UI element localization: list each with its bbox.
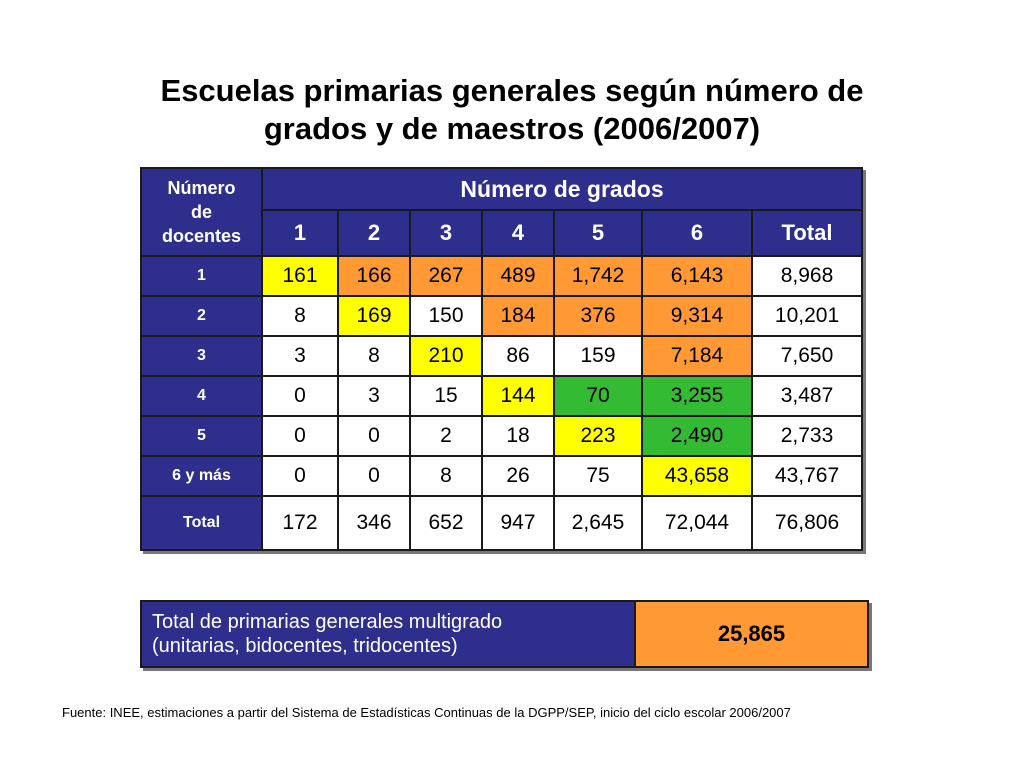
table-cell: 1,742 [554,256,642,296]
column-header: 6 [642,210,752,256]
table-cell: 7,184 [642,336,752,376]
table-cell: 2 [410,416,482,456]
table-cell: 144 [482,376,554,416]
table-row [141,376,862,416]
table-cell: 159 [554,336,642,376]
table-cell: 3,255 [642,376,752,416]
table-row [141,296,862,336]
table-row [141,336,862,376]
table-cell: 2,733 [752,416,862,456]
table-cell: 223 [554,416,642,456]
table-cell: 7,650 [752,336,862,376]
table-cell: 70 [554,376,642,416]
table-cell: 0 [262,416,338,456]
source-note: Fuente: INEE, estimaciones a partir del Sistema de Estadísticas Continuas de la DGPP/SEP, inicio del ciclo escolar 2006/2007 [62,705,791,720]
summary-value: 25,865 [636,602,867,666]
table-cell: 947 [482,496,554,550]
table-cell: 76,806 [752,496,862,550]
table-cell: 3 [338,376,410,416]
table-cell: 0 [338,416,410,456]
table-cell: 8 [262,296,338,336]
corner-header: Número de docentes [141,168,262,256]
table-cell: 0 [262,376,338,416]
table-cell: 43,767 [752,456,862,496]
table-cell: 376 [554,296,642,336]
grados-header: Número de grados [262,168,862,210]
table-cell: 3 [262,336,338,376]
title-line-2: grados y de maestros (2006/2007) [263,111,761,146]
table-cell: 8 [338,336,410,376]
table-row [141,456,862,496]
table-cell: 8 [410,456,482,496]
table-cell: 18 [482,416,554,456]
row-label: 4 [141,376,262,416]
table-cell: 161 [262,256,338,296]
row-label: 2 [141,296,262,336]
row-label: 5 [141,416,262,456]
column-header: Total [752,210,862,256]
column-header: 5 [554,210,642,256]
table-cell: 6,143 [642,256,752,296]
table-total-row [141,496,862,550]
table-cell: 2,490 [642,416,752,456]
page-title [62,72,962,148]
table-cell: 43,658 [642,456,752,496]
table-cell: 10,201 [752,296,862,336]
table-cell: 2,645 [554,496,642,550]
table-cell: 8,968 [752,256,862,296]
table-cell: 0 [262,456,338,496]
table-cell: 15 [410,376,482,416]
table-cell: 75 [554,456,642,496]
row-label: Total [141,496,262,550]
table-cell: 72,044 [642,496,752,550]
table-row [141,256,862,296]
row-label: 3 [141,336,262,376]
column-header: 1 [262,210,338,256]
column-header: 4 [482,210,554,256]
table-cell: 26 [482,456,554,496]
table-cell: 489 [482,256,554,296]
column-header: 2 [338,210,410,256]
schools-table [140,167,863,551]
summary-label: Total de primarias generales multigrado (unitarias, bidocentes, tridocentes) [142,602,636,666]
column-header: 3 [410,210,482,256]
table-cell: 172 [262,496,338,550]
table-cell: 86 [482,336,554,376]
table-cell: 184 [482,296,554,336]
table-cell: 150 [410,296,482,336]
row-label: 1 [141,256,262,296]
title-line-1: Escuelas primarias generales según número de [160,73,864,108]
row-label: 6 y más [141,456,262,496]
table-cell: 346 [338,496,410,550]
multigrade-summary-box [140,600,869,668]
table-cell: 166 [338,256,410,296]
table-row [141,416,862,456]
table-cell: 169 [338,296,410,336]
table-cell: 210 [410,336,482,376]
table-cell: 9,314 [642,296,752,336]
table-cell: 3,487 [752,376,862,416]
table-cell: 0 [338,456,410,496]
table-cell: 267 [410,256,482,296]
table-cell: 652 [410,496,482,550]
